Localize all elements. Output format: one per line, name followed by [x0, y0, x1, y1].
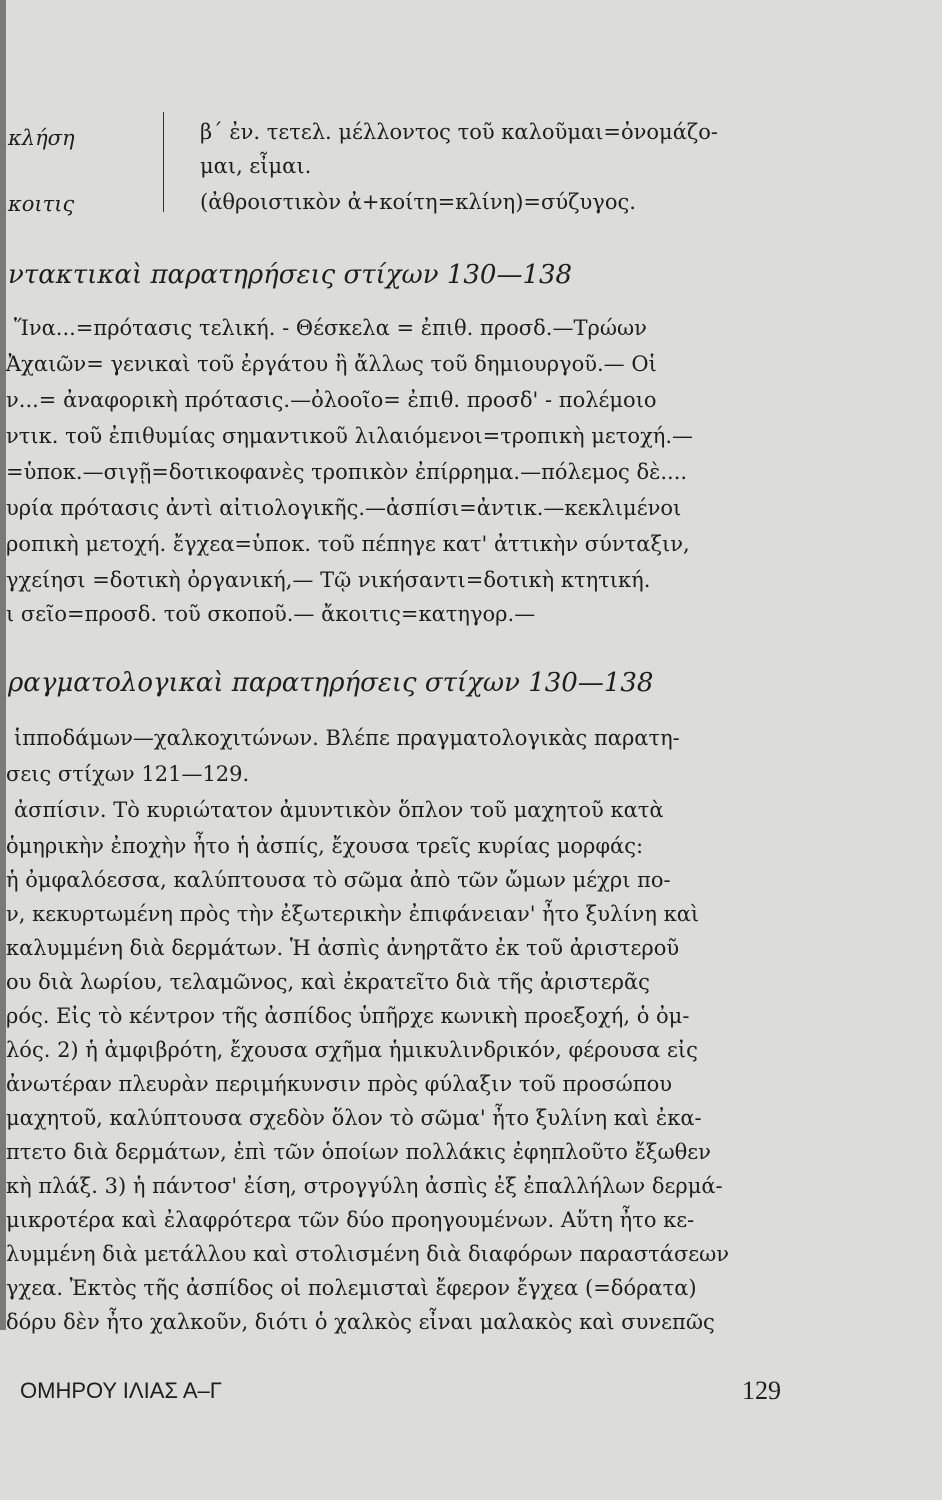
text-line: =ὑποκ.—σιγῇ=δοτικοφανὲς τροπικὸν ἐπίρρημα.—πόλεμος δὲ....	[6, 460, 688, 484]
glossary-definition-line: μαι, εἶμαι.	[200, 154, 312, 178]
glossary-term: κοιτις	[8, 192, 75, 216]
text-line: μικροτέρα καὶ ἐλαφρότερα τῶν δύο προηγουμένων. Αὕτη ἦτο κε-	[6, 1208, 695, 1232]
text-line: ν, κεκυρτωμένη πρὸς τὴν ἐξωτερικὴν ἐπιφάνειαν' ἦτο ξυλίνη καὶ	[6, 902, 700, 926]
text-line: ι σεῖο=προσδ. τοῦ σκοποῦ.— ἄκοιτις=κατηγορ.—	[6, 602, 536, 626]
page-number: 129	[742, 1376, 781, 1405]
text-line: πτετο διὰ δερμάτων, ἐπὶ τῶν ὁποίων πολλάκις ἐφηπλοῦτο ἔξωθεν	[6, 1140, 711, 1164]
text-line: δόρυ δὲν ἦτο χαλκοῦν, διότι ὁ χαλκὸς εἶναι μαλακὸς καὶ συνεπῶς	[6, 1310, 715, 1334]
binding-edge-shadow	[0, 0, 6, 1330]
text-line: λός. 2) ἡ ἀμφιβρότη, ἔχουσα σχῆμα ἡμικυλινδρικόν, φέρουσα εἰς	[6, 1038, 698, 1062]
text-line: ρός. Εἰς τὸ κέντρον τῆς ἀσπίδος ὑπῆρχε κωνικὴ προεξοχή, ὁ ὀμ-	[6, 1004, 690, 1028]
text-line: ἀνωτέραν πλευρὰν περιμήκυνσιν πρὸς φύλαξιν τοῦ προσώπου	[6, 1072, 673, 1096]
text-line: υρία πρότασις ἀντὶ αἰτιολογικῆς.—ἀσπίσι=ἀντικ.—κεκλιμένοι	[6, 496, 682, 520]
text-line: ν...= ἀναφορικὴ πρότασις.—ὀλοοῖο= ἐπιθ. προσδ' - πολέμοιο	[6, 388, 657, 412]
running-footer-title: ΟΜΗΡΟΥ ΙΛΙΑΣ Α–Γ	[20, 1378, 222, 1403]
text-line: σεις στίχων 121—129.	[6, 762, 250, 786]
text-line: ἡ ὀμφαλόεσσα, καλύπτουσα τὸ σῶμα ἀπὸ τῶν ὤμων μέχρι πο-	[6, 868, 671, 892]
text-line: λυμμένη διὰ μετάλλου καὶ στολισμένη διὰ διαφόρων παραστάσεων	[6, 1242, 730, 1266]
section-heading: ραγματολογικαὶ παρατηρήσεις στίχων 130—138	[8, 668, 654, 698]
text-line: κὴ πλάξ. 3) ἡ πάντοσ' ἐίση, στρογγύλη ἀσπὶς ἐξ ἐπαλλήλων δερμά-	[6, 1174, 723, 1198]
glossary-term: κλήση	[8, 126, 75, 150]
text-line: γχεα. Ἐκτὸς τῆς ἀσπίδος οἱ πολεμισταὶ ἔφερον ἔγχεα (=δόρατα)	[6, 1276, 697, 1300]
text-line: ἱπποδάμων—χαλκοχιτώνων. Βλέπε πραγματολογικὰς παρατη-	[14, 726, 680, 750]
text-line: Ἀχαιῶν= γενικαὶ τοῦ ἐργάτου ἢ ἄλλως τοῦ δημιουργοῦ.— Οἱ	[6, 352, 657, 376]
text-line: ου διὰ λωρίου, τελαμῶνος, καὶ ἐκρατεῖτο διὰ τῆς ἀριστερᾶς	[6, 970, 650, 994]
section-heading: ντακτικαὶ παρατηρήσεις στίχων 130—138	[8, 260, 573, 290]
glossary-definition-line: β΄ ἐν. τετελ. μέλλοντος τοῦ καλοῦμαι=ὀνομάζο-	[200, 120, 718, 144]
text-line: ἀσπίσιν. Τὸ κυριώτατον ἀμυντικὸν ὅπλον τοῦ μαχητοῦ κατὰ	[14, 798, 664, 822]
glossary-divider	[163, 112, 164, 212]
text-line: Ἵνα...=πρότασις τελική. - Θέσκελα = ἐπιθ. προσδ.—Τρώων	[14, 316, 647, 340]
glossary-definition-line: (ἀθροιστικὸν ἀ+κοίτη=κλίνη)=σύζυγος.	[200, 190, 636, 214]
text-line: καλυμμένη διὰ δερμάτων. Ἡ ἀσπὶς ἀνηρτᾶτο ἐκ τοῦ ἀριστεροῦ	[6, 936, 680, 960]
text-line: γχείησι =δοτικὴ ὀργανική,— Τῷ νικήσαντι=δοτικὴ κτητική.	[6, 568, 651, 592]
text-line: μαχητοῦ, καλύπτουσα σχεδὸν ὅλον τὸ σῶμα' ἦτο ξυλίνη καὶ ἐκα-	[6, 1106, 702, 1130]
text-line: ροπικὴ μετοχή. ἔγχεα=ὑποκ. τοῦ πέπηγε κατ' ἀττικὴν σύνταξιν,	[6, 532, 690, 556]
text-line: ὁμηρικὴν ἐποχὴν ἦτο ἡ ἀσπίς, ἔχουσα τρεῖς κυρίας μορφάς:	[6, 834, 644, 858]
text-line: ντικ. τοῦ ἐπιθυμίας σημαντικοῦ λιλαιόμενοι=τροπικὴ μετοχή.—	[6, 424, 694, 448]
